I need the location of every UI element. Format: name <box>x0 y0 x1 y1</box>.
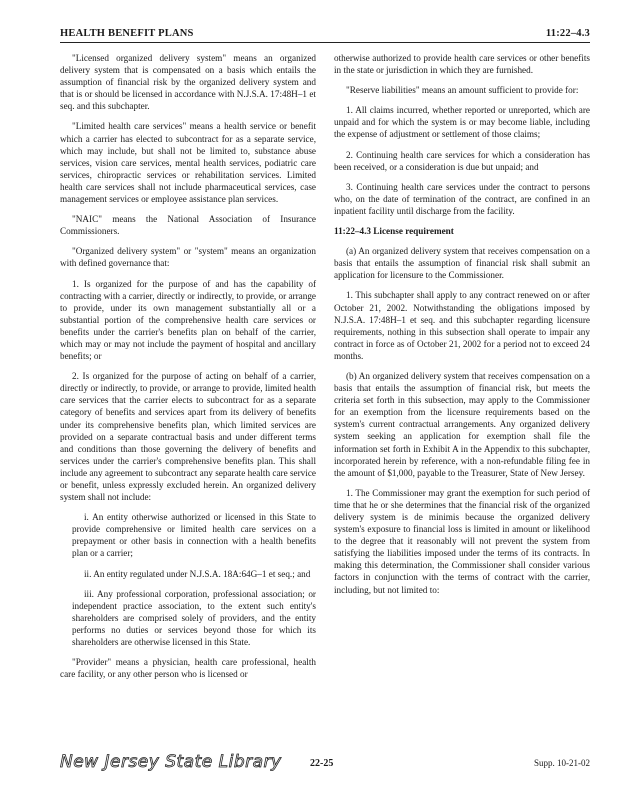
definition-paragraph: "Limited health care services" means a health service or benefit which a carrier has elected to subcontract for as a separate service, which may include, but shall not be limited to, substance abuse services, vision care services, mental health services, podiatric care services, chiropractic services or rehabilitation services. Limited health care services shall not include pharmaceutical services, case management services or employee assistance plan services. <box>60 121 316 205</box>
library-logo: New Jersey State Library <box>60 752 282 772</box>
continued-paragraph: otherwise authorized to provide health care services or other benefits in the state or jurisdiction in which they are furnished. <box>334 53 590 76</box>
sub-list-item: ii. An entity regulated under N.J.S.A. 18A:64G–1 et seq.; and <box>84 568 311 579</box>
list-item: 2. Continuing health care services for which a consideration has been received, or a consideration is due but unpaid; and <box>334 149 590 172</box>
section-heading: 11:22–4.3 License requirement <box>334 226 454 237</box>
definition-paragraph: "Organized delivery system" or "system" means an organization with defined governance that: <box>60 246 316 269</box>
page-footer <box>60 752 590 776</box>
list-item: 1. The Commissioner may grant the exemption for such period of time that he or she determines that the financial risk of the organized delivery system is de minimis because the organized delivery system's exposure to financial loss is limited in amount or likelihood to the degree that it reasonably will not prevent the system from satisfying the liabilities imposed under the terms of its contracts. In making this determination, the Commissioner shall consider various factors in conjunction with the terms of contract with the carrier, including, but not limited to: <box>334 487 590 595</box>
list-item: 2. Is organized for the purpose of acting on behalf of a carrier, directly or indirectly, to provide, or arrange to provide, limited health care services that the carrier elects to subcontract for as a separate category of benefits and services apart from its delivery of benefits under its comprehensive benefits plan, which limited services are provided on a separate contractual basis and under different terms and conditions than those governing the delivery of benefits and services under the carrier's comprehensive benefits plan. This shall include any agreement to subcontract any separate health care service or benefit, unless expressly excluded herein. An organized delivery system shall not include: <box>60 371 316 503</box>
header-title: HEALTH BENEFIT PLANS <box>60 28 194 39</box>
list-item: 1. This subchapter shall apply to any contract renewed on or after October 21, 2002. Notwithstanding the obligations imposed by N.J.S.A. 17:48H–1 et seq. and this subchapter regarding licensure requirements, nothing in this subsection shall operate to impair any contract in force as of October 21, 2002 for a period not to exceed 24 months. <box>334 290 590 361</box>
left-column <box>60 52 316 688</box>
definition-paragraph: "Reserve liabilities" means an amount sufficient to provide for: <box>346 85 579 96</box>
subsection-paragraph: (a) An organized delivery system that receives compensation on a basis that entails the assumption of financial risk shall submit an application for licensure to the Commissioner. <box>334 246 590 281</box>
right-column <box>334 52 590 604</box>
sub-list-item: i. An entity otherwise authorized or licensed in this State to provide comprehensive or limited health care services on a prepayment or other basis in connection with a health benefits plan or a carrier; <box>72 512 316 559</box>
supplement-date: Supp. 10-21-02 <box>534 758 590 768</box>
definition-paragraph: "Licensed organized delivery system" means an organized delivery system that is compensated on a basis which entails the assumption of financial risk by the organized delivery system and that is or should be licensed in accordance with N.J.S.A. 17:48H–1 et seq. and this subchapter. <box>60 53 316 112</box>
list-item: 1. All claims incurred, whether reported or unreported, which are unpaid and for which the system is or may become liable, including the expense of adjustment or settlement of those claims; <box>334 105 590 140</box>
header-section-number: 11:22–4.3 <box>545 28 590 39</box>
page-number: 22-25 <box>310 758 334 769</box>
definition-paragraph: "Provider" means a physician, health care professional, health care facility, or any other person who is licensed or <box>60 657 316 680</box>
definition-paragraph: "NAIC" means the National Association of Insurance Commissioners. <box>60 214 316 237</box>
running-header <box>60 26 590 43</box>
list-item: 3. Continuing health care services under the contract to persons who, on the date of termination of the contract, are confined in an inpatient facility until discharge from the facility. <box>334 181 590 216</box>
subsection-paragraph: (b) An organized delivery system that receives compensation on a basis that entails the assumption of financial risk, but meets the criteria set forth in this subsection, may apply to the Commissioner for an exemption from the licensure requirements based on the system's current contractual arrangements. Any organized delivery system seeking an application for exemption shall file the information set forth in Exhibit A in the Appendix to this subchapter, incorporated herein by reference, with a non-refundable filing fee in the amount of $1,000, payable to the Treasurer, State of New Jersey. <box>334 370 590 478</box>
list-item: 1. Is organized for the purpose of and has the capability of contracting with a carrier, directly or indirectly, to provide, or arrange to provide, under its own management substantially all or a substantial portion of the comprehensive health care services or benefits under the carrier's benefits plan on behalf of the carrier, which may or may not include the payment of hospital and ancillary benefits; or <box>60 278 316 362</box>
sub-list-item: iii. Any professional corporation, professional association; or independent practice association, to the extent such entity's shareholders are comprised solely of providers, and the entity performs no duties or services beyond those for which its shareholders are otherwise licensed in this State. <box>72 588 316 648</box>
